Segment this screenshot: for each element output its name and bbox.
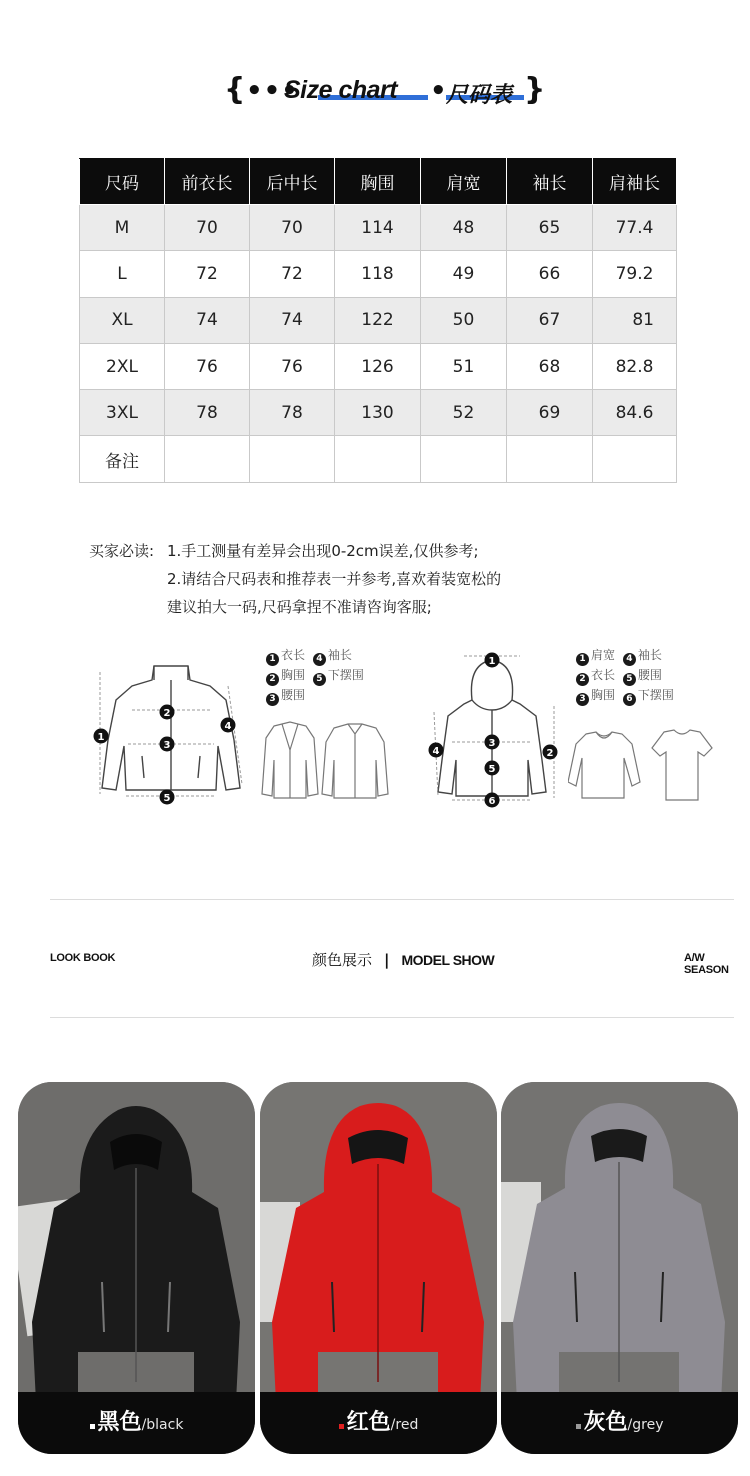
table-cell	[593, 436, 677, 482]
color-dot	[339, 1424, 344, 1429]
legend-num: 2	[576, 673, 589, 686]
tee-sweater-icons	[568, 728, 714, 804]
color-dot	[90, 1424, 95, 1429]
table-cell: L	[80, 251, 165, 297]
table-cell: 74	[250, 297, 335, 343]
heading-title-zh: 尺码表	[446, 83, 513, 108]
legend-label: 腰围	[281, 688, 306, 702]
table-cell: 77.4	[593, 205, 677, 251]
table-cell: 52	[421, 390, 507, 436]
table-cell: 114	[335, 205, 421, 251]
svg-text:5: 5	[488, 764, 496, 775]
divider-top	[50, 899, 734, 900]
hoodie-marker-4	[429, 743, 444, 758]
table-cell: 74	[165, 297, 250, 343]
table-cell: M	[80, 205, 165, 251]
header-shoulder-sleeve: 肩袖长	[593, 159, 677, 205]
table-row	[80, 205, 677, 251]
size-chart-heading	[0, 70, 750, 116]
color-show-title	[312, 949, 494, 970]
table-cell: 82.8	[593, 343, 677, 389]
notes-line: 2.请结合尺码表和推荐表一并参考,喜欢着装宽松的	[167, 570, 502, 588]
table-cell: 130	[335, 390, 421, 436]
table-cell: 126	[335, 343, 421, 389]
product-caption	[18, 1392, 255, 1454]
jacket-marker-2	[160, 705, 175, 720]
table-cell: 51	[421, 343, 507, 389]
blazer-shirt-icons	[258, 720, 396, 802]
product-caption	[501, 1392, 738, 1454]
table-cell: 68	[507, 343, 593, 389]
season-label: A/W SEASON	[684, 952, 729, 976]
hoodie-measure-diagram	[424, 650, 564, 810]
color-name-en: /red	[390, 1417, 419, 1433]
legend-label: 衣长	[281, 648, 306, 662]
svg-text:3: 3	[488, 738, 496, 749]
table-row	[80, 297, 677, 343]
svg-text:2: 2	[163, 708, 171, 719]
divider-bottom	[50, 1017, 734, 1018]
jacket-marker-4	[221, 718, 236, 733]
header-size: 尺码	[80, 159, 165, 205]
svg-text:6: 6	[488, 796, 496, 807]
color-show-zh: 颜色展示	[312, 951, 373, 969]
legend-label: 袖长	[327, 648, 352, 662]
legend-num: 4	[313, 653, 326, 666]
svg-text:4: 4	[224, 721, 232, 732]
color-name-zh: 灰色	[583, 1410, 628, 1435]
legend-num: 5	[313, 673, 326, 686]
hoodie-marker-6	[485, 793, 500, 808]
color-name-en: /grey	[627, 1417, 664, 1433]
color-name-zh: 黑色	[97, 1410, 142, 1435]
table-cell: 84.6	[593, 390, 677, 436]
legend-label: 下摆围	[327, 668, 364, 682]
legend-num: 5	[623, 673, 636, 686]
table-row	[80, 251, 677, 297]
product-card-grey[interactable]	[501, 1082, 738, 1454]
jacket-measure-diagram	[92, 660, 252, 808]
table-cell: 50	[421, 297, 507, 343]
legend-label: 下摆围	[637, 688, 674, 702]
svg-text:5: 5	[163, 793, 171, 804]
notes-label: 买家必读:	[89, 542, 155, 560]
table-cell: 78	[165, 390, 250, 436]
svg-text:2: 2	[546, 748, 554, 759]
jacket-marker-1	[94, 729, 109, 744]
notes-line: 建议拍大一码,尺码拿捏不准请咨询客服;	[167, 598, 432, 616]
legend-num: 6	[623, 693, 636, 706]
legend-label: 胸围	[591, 688, 616, 702]
legend-num: 1	[576, 653, 589, 666]
svg-text:4: 4	[432, 746, 440, 757]
notes-line: 1.手工测量有差异会出现0-2cm误差,仅供参考;	[167, 542, 479, 560]
table-cell: 3XL	[80, 390, 165, 436]
header-sleeve: 袖长	[507, 159, 593, 205]
table-cell: 70	[165, 205, 250, 251]
table-cell: 49	[421, 251, 507, 297]
svg-text:1: 1	[97, 732, 105, 743]
table-cell: 2XL	[80, 343, 165, 389]
header-chest: 胸围	[335, 159, 421, 205]
table-cell: 122	[335, 297, 421, 343]
hoodie-marker-1	[485, 653, 500, 668]
legend-label: 胸围	[281, 668, 306, 682]
table-cell	[250, 436, 335, 482]
table-cell: XL	[80, 297, 165, 343]
legend-label: 腰围	[637, 668, 662, 682]
color-dot	[576, 1424, 581, 1429]
right-brace: }	[524, 72, 546, 107]
header-front-length: 前衣长	[165, 159, 250, 205]
table-cell: 66	[507, 251, 593, 297]
hoodie-legend	[576, 646, 678, 706]
table-row-remarks	[80, 436, 677, 482]
product-caption	[260, 1392, 497, 1454]
table-cell: 65	[507, 205, 593, 251]
header-back-length: 后中长	[250, 159, 335, 205]
legend-label: 肩宽	[591, 648, 616, 662]
hoodie-marker-5	[485, 761, 500, 776]
table-cell	[507, 436, 593, 482]
table-cell	[335, 436, 421, 482]
size-table	[79, 158, 677, 483]
table-cell: 118	[335, 251, 421, 297]
table-cell: 48	[421, 205, 507, 251]
legend-label: 衣长	[591, 668, 616, 682]
legend-label: 袖长	[637, 648, 662, 662]
table-row	[80, 343, 677, 389]
table-cell: 81	[593, 297, 677, 343]
jacket-marker-3	[160, 737, 175, 752]
left-brace: {	[224, 72, 246, 107]
product-card-black[interactable]	[18, 1082, 255, 1454]
hoodie-marker-3	[485, 735, 500, 750]
table-cell: 备注	[80, 436, 165, 482]
svg-text:3: 3	[163, 740, 171, 751]
table-cell: 72	[165, 251, 250, 297]
product-card-red[interactable]	[260, 1082, 497, 1454]
hoodie-marker-2	[543, 745, 558, 760]
table-cell: 69	[507, 390, 593, 436]
legend-num: 3	[576, 693, 589, 706]
header-shoulder: 肩宽	[421, 159, 507, 205]
title-separator: |	[384, 951, 390, 969]
heading-dot: •	[430, 76, 447, 106]
table-cell: 76	[250, 343, 335, 389]
jacket-legend	[266, 646, 368, 706]
model-show-en: MODEL SHOW	[401, 952, 495, 968]
table-cell: 78	[250, 390, 335, 436]
table-row	[80, 390, 677, 436]
lookbook-label: LOOK BOOK	[50, 952, 116, 964]
svg-text:1: 1	[488, 656, 496, 667]
legend-num: 1	[266, 653, 279, 666]
table-header-row	[80, 159, 677, 205]
legend-num: 3	[266, 693, 279, 706]
heading-title-en: Size chart	[284, 76, 398, 104]
table-cell	[421, 436, 507, 482]
jacket-marker-5	[160, 790, 175, 805]
color-name-en: /black	[141, 1417, 184, 1433]
table-cell: 70	[250, 205, 335, 251]
table-cell: 72	[250, 251, 335, 297]
legend-num: 4	[623, 653, 636, 666]
table-cell: 76	[165, 343, 250, 389]
heading-dots: •••	[246, 76, 299, 106]
table-cell: 79.2	[593, 251, 677, 297]
table-cell: 67	[507, 297, 593, 343]
table-cell	[165, 436, 250, 482]
legend-num: 2	[266, 673, 279, 686]
color-name-zh: 红色	[346, 1410, 391, 1435]
